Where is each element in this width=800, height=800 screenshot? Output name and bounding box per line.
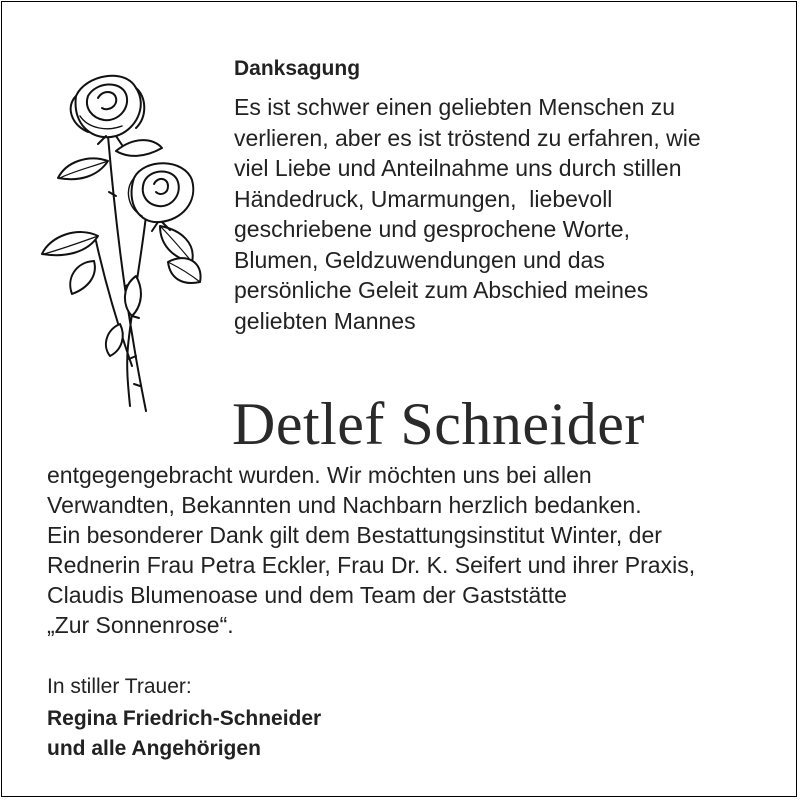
body-line: Rednerin Frau Petra Eckler, Frau Dr. K. Seifert und ihrer Praxis, (47, 552, 696, 578)
intro-line: persönliche Geleit zum Abschied meines (234, 277, 649, 303)
obituary-frame (1, 1, 797, 797)
intro-line: Es ist schwer einen geliebten Menschen zu (234, 94, 676, 120)
intro-line: verlieren, aber es ist tröstend zu erfahren, wie (234, 124, 701, 151)
intro-line: Händedruck, Umarmungen, liebevoll (234, 185, 613, 212)
intro-line: geschriebene und gesprochene Worte, (234, 216, 630, 242)
body-line: Ein besonderer Dank gilt dem Bestattungsinstitut Winter, der (47, 522, 662, 548)
intro-text (234, 92, 774, 336)
intro-line: Blumen, Geldzuwendungen und das (234, 246, 605, 273)
rose-icon (36, 66, 206, 426)
intro-line: viel Liebe und Anteilnahme uns durch stillen (234, 155, 682, 181)
body-line: Verwandten, Bekannten und Nachbarn herzlich bedanken. (47, 492, 642, 518)
body-line: „Zur Sonnenrose“. (47, 612, 234, 638)
signatory-line: und alle Angehörigen (47, 737, 261, 760)
body-line: entgegengebracht wurden. Wir möchten uns bei allen (47, 462, 592, 488)
mourning-label: In stiller Trauer: (47, 675, 192, 698)
heading: Danksagung (234, 57, 361, 80)
intro-line: geliebten Mannes (234, 307, 416, 334)
signatories (47, 704, 321, 764)
deceased-name: Detlef Schneider (232, 391, 645, 457)
body-text (47, 460, 777, 640)
body-line: Claudis Blumenoase und dem Team der Gaststätte (47, 582, 567, 608)
signatory-line: Regina Friedrich-Schneider (47, 707, 322, 730)
